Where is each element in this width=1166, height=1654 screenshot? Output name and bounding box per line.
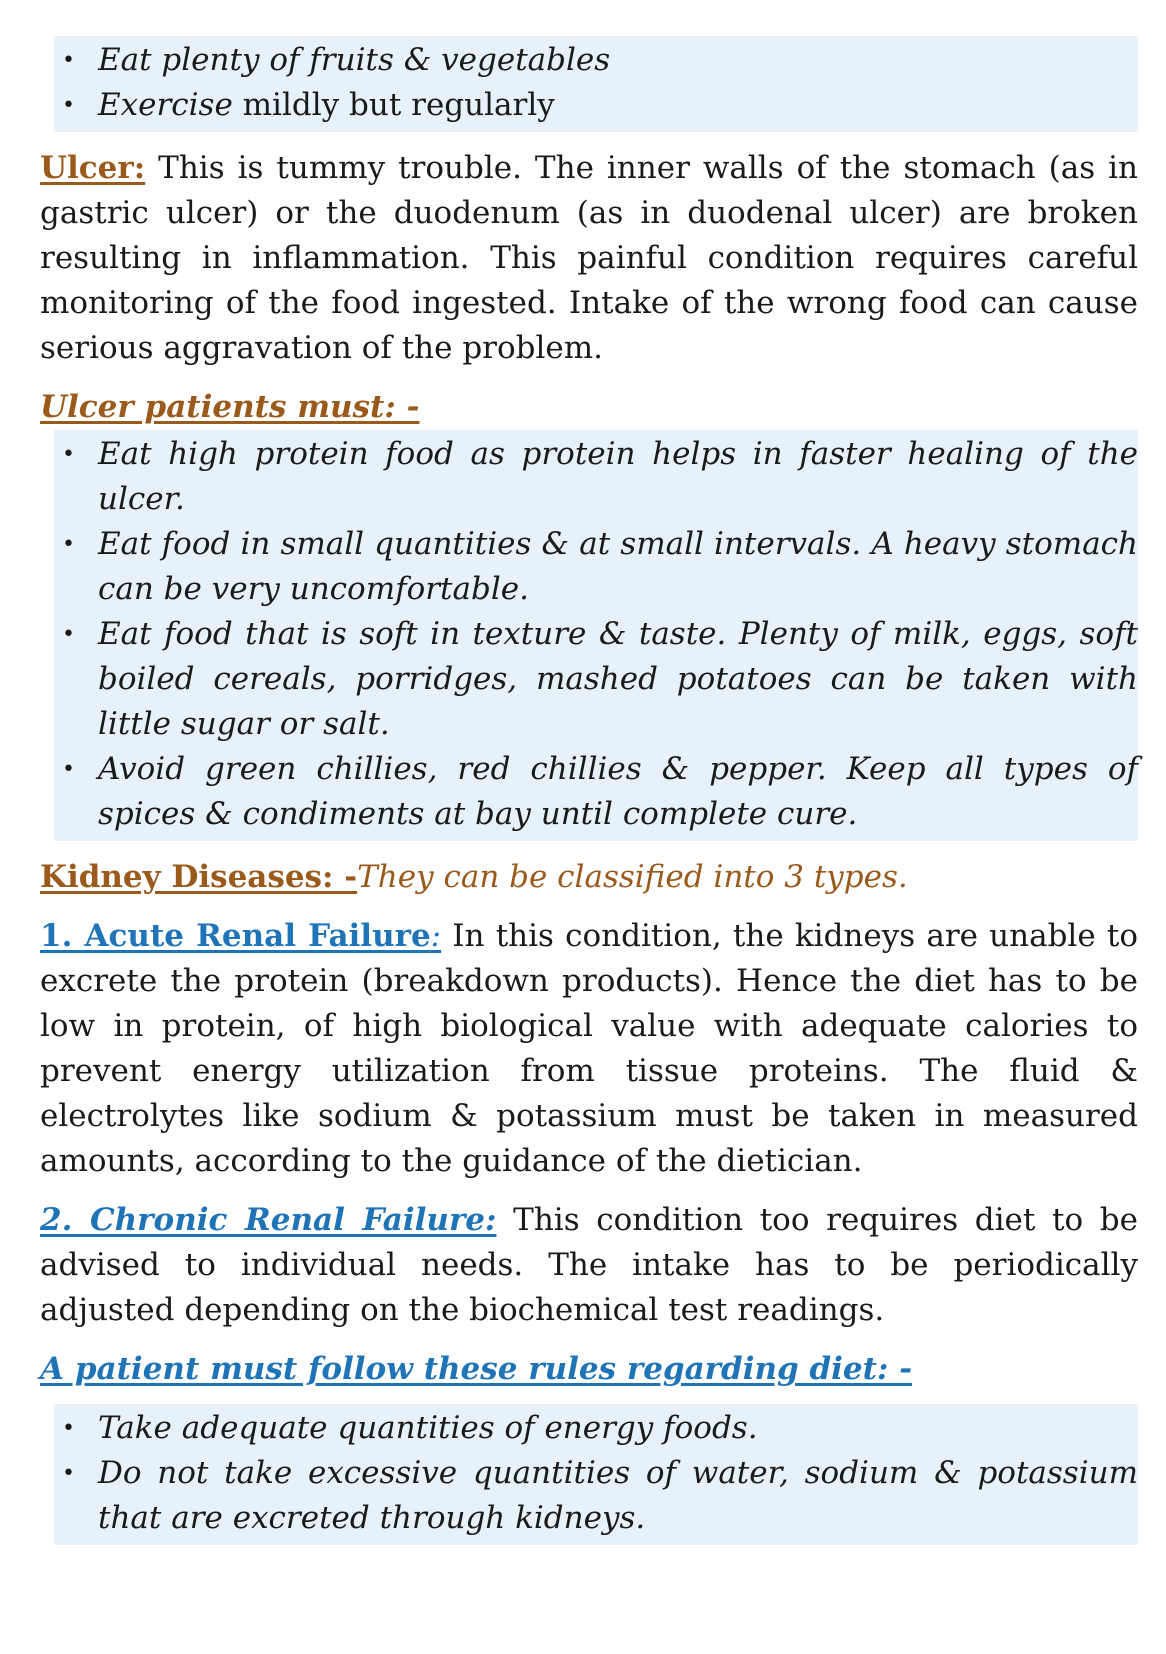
kidney-heading: [40, 855, 1138, 900]
list-item: [54, 1406, 1138, 1451]
list-item: [54, 38, 1138, 83]
rules-list-box: [54, 1404, 1138, 1545]
bullet-icon: •: [62, 1461, 75, 1486]
top-list-box: [54, 36, 1138, 132]
list-item-text: Eat food in small quantities & at small intervals. A heavy stomach can be very uncomfortable.: [98, 526, 1138, 607]
chronic-renal-text: This condition too requires diet to be advised to individual needs. The intake has to be periodically adjusted depending on the biochemical test readings.: [40, 1202, 1138, 1328]
list-item: [54, 83, 1138, 128]
rules-heading: [40, 1347, 1138, 1392]
bullet-icon: •: [62, 757, 75, 782]
list-item: [54, 432, 1138, 522]
ulcer-list-box: [54, 430, 1138, 841]
chronic-renal-paragraph: [40, 1198, 1138, 1333]
kidney-label: Kidney Diseases: -: [40, 859, 358, 895]
document-page: [40, 36, 1138, 1545]
rules-list: [54, 1406, 1138, 1541]
chronic-renal-label: 2. Chronic Renal Failure:: [40, 1202, 497, 1238]
ulcer-label: Ulcer:: [40, 150, 146, 186]
ulcer-must-heading-text: Ulcer patients must: -: [40, 389, 420, 425]
list-item-text: Eat food that is soft in texture & taste. Plenty of milk, eggs, soft boiled cereals, porridges, mashed potatoes can be taken with little sugar or salt.: [98, 616, 1138, 742]
list-item-text: Eat plenty of fruits & vegetables: [98, 42, 611, 78]
acute-renal-text: In this condition, the kidneys are unable to excrete the protein (breakdown products). Hence the diet has to be low in protein, of high biological value with adequate calories to prevent energy utilization from tissue proteins. The fluid & electrolytes like sodium & potassium must be taken in measured amounts, according to the guidance of the dietician.: [40, 918, 1138, 1179]
list-item-text: Take adequate quantities of energy foods.: [98, 1410, 758, 1446]
bullet-icon: •: [62, 93, 75, 118]
bullet-icon: •: [62, 532, 75, 557]
bullet-icon: •: [62, 442, 75, 467]
top-list: [54, 38, 1138, 128]
kidney-text: They can be classified into 3 types.: [357, 859, 908, 895]
acute-renal-paragraph: [40, 914, 1138, 1184]
list-item: [54, 612, 1138, 747]
list-item: [54, 522, 1138, 612]
ulcer-list: [54, 432, 1138, 837]
list-item-text: Eat high protein food as protein helps in faster healing of the ulcer.: [98, 436, 1138, 517]
rules-heading-text: A patient must follow these rules regarding diet: -: [40, 1351, 913, 1387]
list-item-text: mildly but regularly: [232, 87, 555, 123]
list-item-text: Avoid green chillies, red chillies & pepper. Keep all types of spices & condiments at bay until complete cure.: [98, 751, 1138, 832]
bullet-icon: •: [62, 622, 75, 647]
acute-renal-label: 1. Acute Renal Failure: [40, 918, 431, 954]
ulcer-must-heading: [40, 385, 1138, 430]
list-item-italic-text: Exercise: [98, 87, 233, 123]
bullet-icon: •: [62, 48, 75, 73]
acute-renal-colon: :: [430, 918, 442, 954]
bullet-icon: •: [62, 1416, 75, 1441]
list-item: [54, 747, 1138, 837]
ulcer-text: This is tummy trouble. The inner walls of the stomach (as in gastric ulcer) or the duodenum (as in duodenal ulcer) are broken resulting in inflammation. This painful condition requires careful monitoring of the food ingested. Intake of the wrong food can cause serious aggravation of the problem.: [40, 150, 1138, 366]
list-item: [54, 1451, 1138, 1541]
ulcer-paragraph: [40, 146, 1138, 371]
list-item-text: Do not take excessive quantities of water, sodium & potassium that are excreted through kidneys.: [98, 1455, 1138, 1536]
